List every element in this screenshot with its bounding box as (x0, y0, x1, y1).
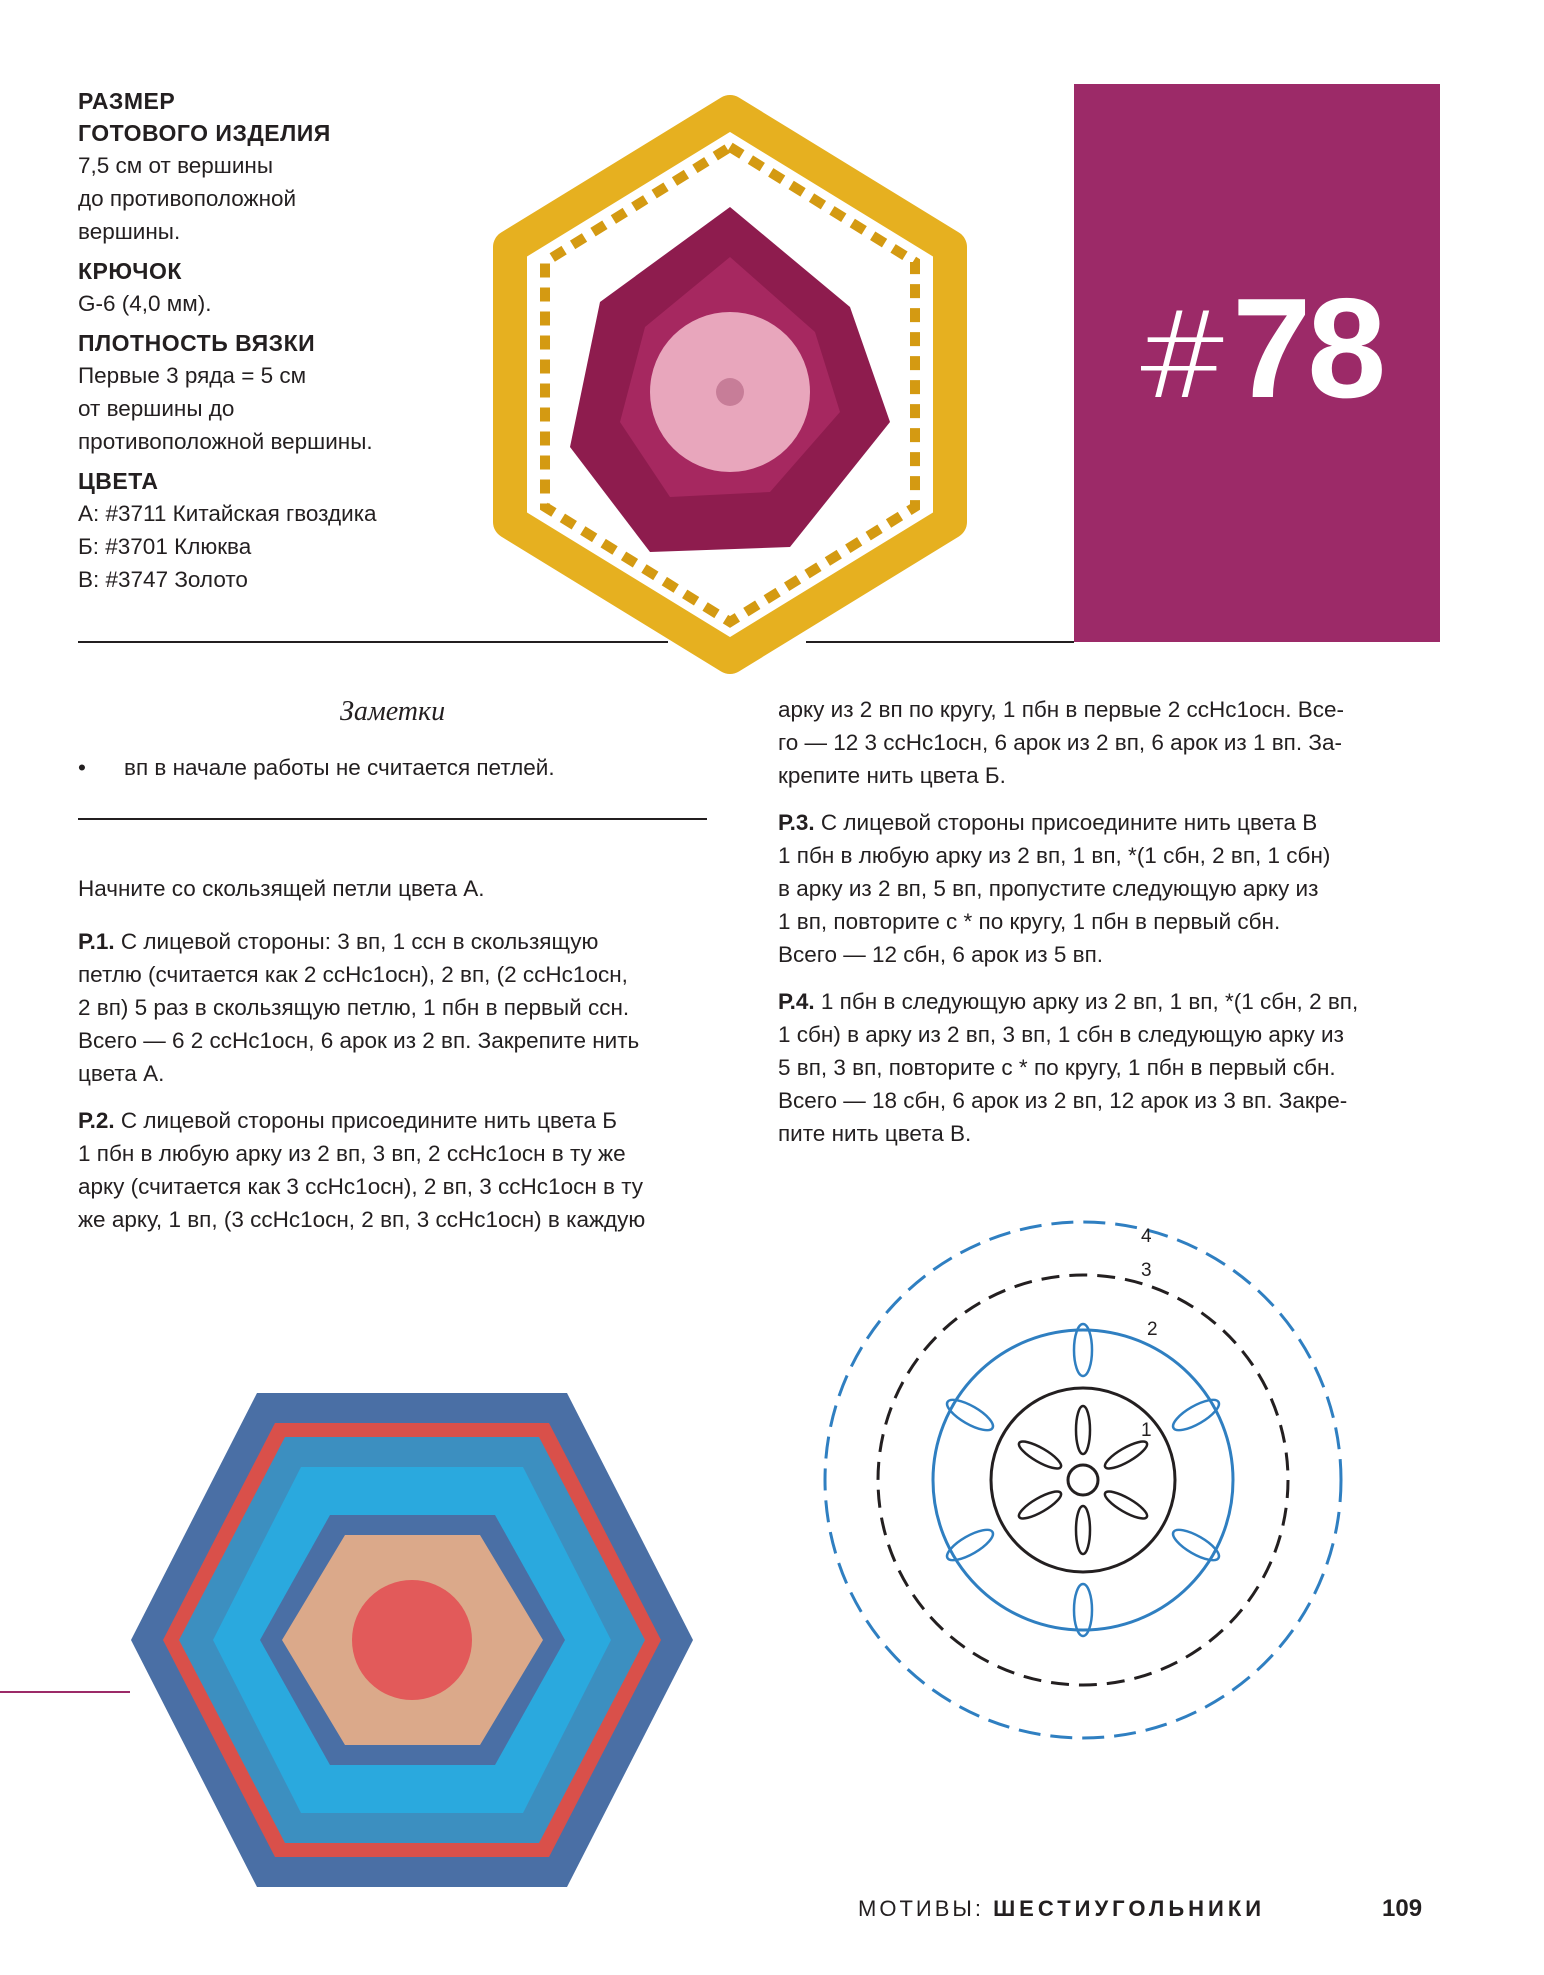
row-2-text: 1 пбн в любую арку из 2 вп, 3 вп, 2 ссНс1осн в ту же (78, 1141, 626, 1166)
gauge-line: от вершины до (78, 396, 235, 421)
row-2-label: Р.2. (78, 1108, 115, 1133)
row-4-text: Всего — 18 сбн, 6 арок из 2 вп, 12 арок из 3 вп. Закре- (778, 1088, 1348, 1113)
diagram-row-4-label: 4 (1141, 1226, 1152, 1247)
row-3-text: 1 вп, повторите с * по кругу, 1 пбн в первый сбн. (778, 909, 1281, 934)
instructions-right (778, 693, 1458, 1164)
instructions-left (78, 872, 758, 1250)
row-3-text: Всего — 12 сбн, 6 арок из 5 вп. (778, 942, 1104, 967)
motif-number-digits: 78 (1232, 269, 1383, 428)
notes-title: Заметки (340, 696, 446, 727)
crochet-diagram (815, 1210, 1350, 1760)
row-2-text: крепите нить цвета Б. (778, 763, 1006, 788)
row-2-text: С лицевой стороны присоедините нить цвета Б (114, 1108, 617, 1133)
page-number: 109 (1382, 1895, 1423, 1922)
row-1-text: петлю (считается как 2 ссНс1осн), 2 вп, (2 ссНс1осн, (78, 962, 628, 987)
row-3-text: 1 пбн в любую арку из 2 вп, 1 вп, *(1 сбн, 2 вп, 1 сбн) (778, 843, 1331, 868)
row-4-label: Р.4. (778, 989, 815, 1014)
size-heading: РАЗМЕР (78, 88, 176, 114)
row-3 (778, 806, 1458, 971)
row-1-text: С лицевой стороны: 3 вп, 1 ссн в скользящую (114, 929, 599, 954)
row-4-text: 1 сбн) в арку из 2 вп, 3 вп, 1 сбн в следующую арку из (778, 1022, 1344, 1047)
intro-text: Начните со скользящей петли цвета А. (78, 876, 485, 901)
notes-rule (78, 818, 707, 820)
gauge-line: Первые 3 ряда = 5 см (78, 363, 307, 388)
size-heading-line-2: ГОТОВОГО ИЗДЕЛИЯ (78, 120, 331, 146)
notes-bullet: • (78, 755, 86, 780)
row-2-text: арку из 2 вп по кругу, 1 пбн в первые 2 ссНс1осн. Все- (778, 697, 1344, 722)
row-1-text: Всего — 6 2 ссНс1осн, 6 арок из 2 вп. Закрепите нить (78, 1028, 640, 1053)
diagram-row-1-label: 1 (1141, 1420, 1152, 1441)
row-2-text: го — 12 3 ссНс1осн, 6 арок из 2 вп, 6 арок из 1 вп. За- (778, 730, 1342, 755)
gauge-heading: ПЛОТНОСТЬ ВЯЗКИ (78, 330, 316, 356)
row-2-continued (778, 693, 1458, 792)
color-b: Б: #3701 Клюква (78, 534, 252, 559)
size-line: 7,5 см от вершины (78, 153, 274, 178)
notes-item: вп в начале работы не считается петлей. (124, 755, 555, 780)
color-a: А: #3711 Китайская гвоздика (78, 501, 377, 526)
header-rule-right (806, 641, 1074, 643)
margin-accent-line (0, 1691, 130, 1693)
gauge-line: противоположной вершины. (78, 429, 373, 454)
row-3-label: Р.3. (778, 810, 815, 835)
color-c: В: #3747 Золото (78, 567, 248, 592)
row-2 (78, 1104, 758, 1236)
spec-block (78, 78, 458, 596)
row-3-text: С лицевой стороны присоедините нить цвета В (814, 810, 1318, 835)
footer-subsection-label: ШЕСТИУГОЛЬНИКИ (993, 1896, 1266, 1921)
row-1-text: цвета А. (78, 1061, 165, 1086)
row-2-text: же арку, 1 вп, (3 ссНс1осн, 2 вп, 3 ссНс1осн) в каждую (78, 1207, 646, 1232)
diagram-row-2-label: 2 (1147, 1319, 1158, 1340)
header-rule-left (78, 641, 668, 643)
row-1-text: 2 вп) 5 раз в скользящую петлю, 1 пбн в первый ссн. (78, 995, 630, 1020)
size-line: до противоположной (78, 186, 297, 211)
size-line: вершины. (78, 219, 181, 244)
diagram-row-3-label: 3 (1141, 1260, 1152, 1281)
hook-heading: КРЮЧОК (78, 258, 182, 284)
footer-section (858, 1896, 1265, 1922)
variation-photo (125, 1385, 700, 1895)
motif-number-block (1074, 84, 1440, 642)
row-2-text: арку (считается как 3 ссНс1осн), 2 вп, 3 ссНс1осн в ту (78, 1174, 644, 1199)
row-4-text: 5 вп, 3 вп, повторите с * по кругу, 1 пбн в первый сбн. (778, 1055, 1336, 1080)
colors-heading: ЦВЕТА (78, 468, 159, 494)
row-4 (778, 985, 1458, 1150)
row-4-text: 1 пбн в следующую арку из 2 вп, 1 вп, *(1 сбн, 2 вп, (814, 989, 1359, 1014)
row-4-text: пите нить цвета В. (778, 1121, 972, 1146)
row-3-text: в арку из 2 вп, 5 вп, пропустите следующую арку из (778, 876, 1319, 901)
motif-photo (470, 92, 990, 692)
row-1-label: Р.1. (78, 929, 115, 954)
motif-number (1074, 269, 1440, 432)
hash-sign: # (1131, 287, 1233, 426)
footer-section-label: МОТИВЫ: (858, 1896, 984, 1921)
row-1 (78, 925, 758, 1090)
hook-value: G-6 (4,0 мм). (78, 291, 212, 316)
